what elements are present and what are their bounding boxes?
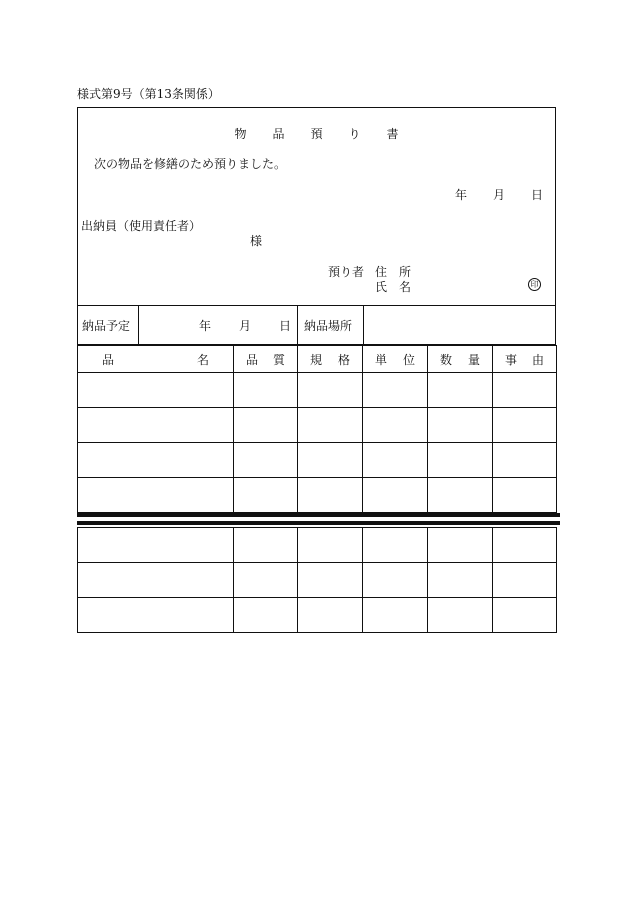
table-cell[interactable]: [78, 373, 234, 408]
col-header-unit: [363, 346, 428, 373]
table-cell[interactable]: [363, 563, 428, 598]
table-cell[interactable]: [298, 408, 363, 443]
items-table-header: [77, 345, 557, 373]
table-cell[interactable]: [493, 373, 557, 408]
table-break-line: [77, 521, 560, 525]
col-header-quality: [234, 346, 298, 373]
table-cell[interactable]: [78, 478, 234, 513]
document-title: [78, 125, 555, 142]
seal-icon: 印: [528, 278, 541, 291]
table-cell[interactable]: [234, 528, 298, 563]
table-cell[interactable]: [298, 373, 363, 408]
col-char: 品: [246, 352, 259, 367]
table-cell[interactable]: [234, 373, 298, 408]
table-cell[interactable]: [428, 373, 493, 408]
table-cell[interactable]: [363, 408, 428, 443]
items-table-top: [77, 372, 557, 513]
table-cell[interactable]: [493, 598, 557, 633]
table-cell[interactable]: [298, 528, 363, 563]
table-row: [78, 563, 557, 598]
honorific: 様: [250, 234, 263, 248]
title-char: 書: [386, 127, 399, 141]
col-char: 事: [505, 352, 518, 367]
table-cell[interactable]: [363, 528, 428, 563]
col-header-quantity: [428, 346, 493, 373]
table-cell[interactable]: [493, 443, 557, 478]
table-cell[interactable]: [234, 408, 298, 443]
col-header-spec: [298, 346, 363, 373]
delivery-label: 納品予定: [78, 306, 139, 344]
table-cell[interactable]: [363, 373, 428, 408]
table-cell[interactable]: [363, 443, 428, 478]
date-month: 月: [492, 188, 505, 202]
depositor-label: 預り者: [328, 265, 365, 279]
col-char: 由: [531, 352, 544, 367]
table-cell[interactable]: [428, 528, 493, 563]
table-row: [78, 373, 557, 408]
table-break-line: [77, 513, 560, 517]
col-header-item-name: [78, 346, 234, 373]
form-number-label: 様式第9号（第13条関係）: [77, 87, 220, 101]
col-char: 格: [337, 352, 350, 367]
title-char: 品: [272, 127, 285, 141]
items-table-bottom: [77, 527, 557, 633]
table-cell[interactable]: [234, 443, 298, 478]
issuer-label: 出納員（使用責任者）: [81, 219, 202, 233]
delivery-place-label: 納品場所: [298, 306, 364, 344]
issue-date: [455, 186, 543, 203]
title-char: 物: [234, 127, 247, 141]
table-cell[interactable]: [234, 563, 298, 598]
col-char: 数: [440, 352, 453, 367]
title-char: り: [348, 127, 361, 141]
date-day: 日: [530, 188, 543, 202]
body-text: 次の物品を修繕のため預りました。: [94, 157, 287, 171]
table-row: [78, 598, 557, 633]
table-cell[interactable]: [363, 478, 428, 513]
receipt-header-box: [77, 107, 556, 305]
col-char: 単: [375, 352, 388, 367]
col-char: 名: [196, 352, 209, 367]
table-row: [78, 528, 557, 563]
col-char: 量: [467, 352, 480, 367]
delivery-date: [139, 306, 298, 344]
delivery-month: 月: [238, 318, 251, 333]
table-cell[interactable]: [428, 598, 493, 633]
table-row: [78, 408, 557, 443]
table-cell[interactable]: [234, 598, 298, 633]
delivery-day: 日: [278, 318, 291, 333]
table-cell[interactable]: [493, 528, 557, 563]
delivery-year: 年: [198, 318, 211, 333]
table-cell[interactable]: [78, 598, 234, 633]
table-cell[interactable]: [234, 478, 298, 513]
table-cell[interactable]: [428, 563, 493, 598]
delivery-row: [77, 305, 556, 345]
table-cell[interactable]: [298, 563, 363, 598]
col-header-reason: [493, 346, 557, 373]
title-char: 預: [310, 127, 323, 141]
delivery-place-field[interactable]: [364, 306, 555, 344]
table-cell[interactable]: [493, 478, 557, 513]
table-cell[interactable]: [78, 563, 234, 598]
table-row: [78, 443, 557, 478]
table-cell[interactable]: [298, 443, 363, 478]
col-char: 位: [402, 352, 415, 367]
table-cell[interactable]: [78, 443, 234, 478]
table-row: [78, 478, 557, 513]
name-label: 氏 名: [375, 280, 412, 294]
table-cell[interactable]: [78, 408, 234, 443]
col-char: 品: [102, 352, 115, 367]
table-cell[interactable]: [428, 443, 493, 478]
table-cell[interactable]: [363, 598, 428, 633]
table-cell[interactable]: [298, 598, 363, 633]
table-cell[interactable]: [78, 528, 234, 563]
col-char: 規: [310, 352, 323, 367]
table-cell[interactable]: [428, 478, 493, 513]
table-cell[interactable]: [493, 563, 557, 598]
table-cell[interactable]: [493, 408, 557, 443]
address-label: 住 所: [375, 265, 412, 279]
table-cell[interactable]: [428, 408, 493, 443]
date-year: 年: [454, 188, 467, 202]
col-char: 質: [272, 352, 285, 367]
table-cell[interactable]: [298, 478, 363, 513]
